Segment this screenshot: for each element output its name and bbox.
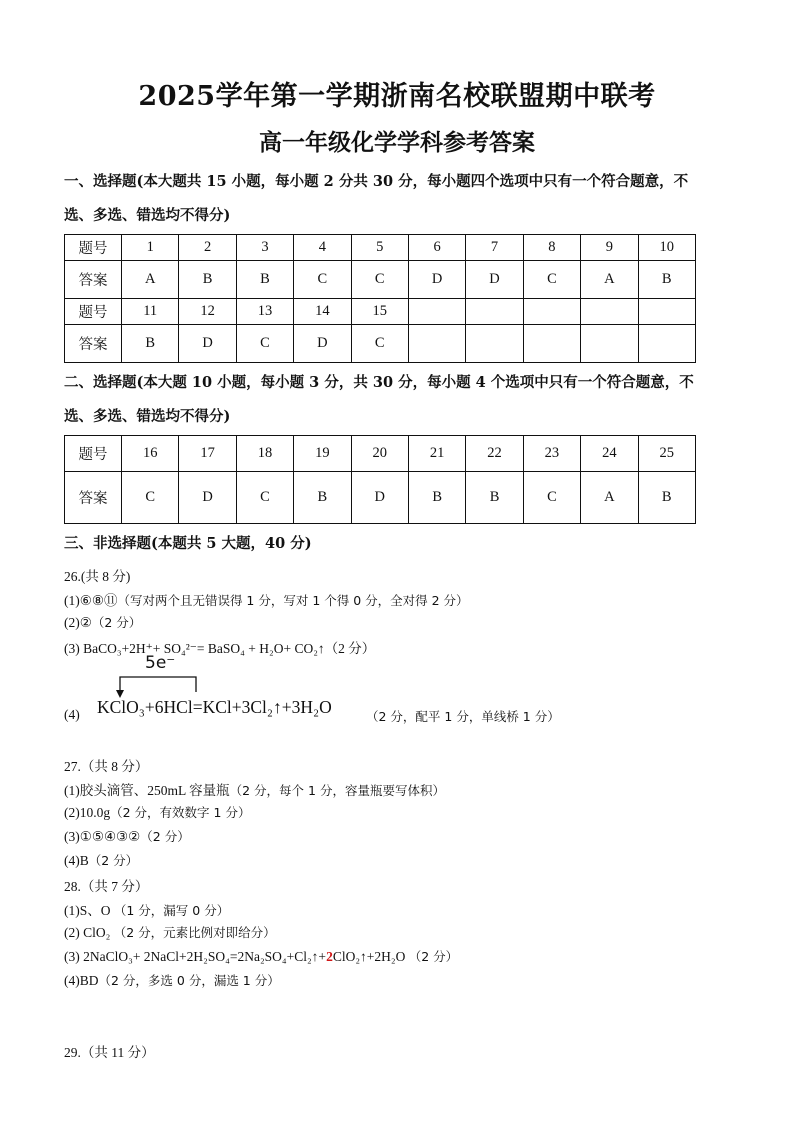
table-cell: C: [523, 472, 580, 524]
table-row-answers: [65, 261, 696, 299]
q27-part3: [64, 827, 190, 845]
q26-part4-label: (4): [64, 707, 80, 722]
q28-part1-note: （1 分，漏写 0 分）: [113, 903, 230, 918]
q28-heading: 28.（共 7 分）: [64, 879, 149, 894]
table-cell: 18: [236, 436, 293, 472]
table-cell: 8: [523, 235, 580, 261]
table-cell: 22: [466, 436, 523, 472]
section1-answer-table: [64, 234, 696, 363]
q28-part3-equation-b: ClO₂↑+2H₂O: [332, 949, 406, 964]
table-cell: B: [236, 261, 293, 299]
q28-part2-answer: (2) ClO₂: [64, 925, 111, 940]
q26-part1-note: （写对两个且无错误得 1 分，写对 1 个得 0 分，全对得 2 分）: [117, 593, 469, 608]
q26-part3: (3) BaCO₃+2H⁺+ SO₄²⁻= BaSO₄ + H₂O+ CO₂↑（2 分）: [64, 641, 376, 656]
q28-part3-equation-a: (3) 2NaClO₃+ 2NaCl+2H₂SO₄=2Na₂SO₄+Cl₂↑+: [64, 949, 327, 964]
row-label-answer: 答案: [65, 261, 122, 299]
electron-transfer-label: 5e⁻: [145, 653, 176, 673]
row-label-question: 题号: [65, 235, 122, 261]
table-row-question-numbers: [65, 299, 696, 325]
q26-heading: 26.(共 8 分): [64, 569, 131, 584]
q28-part3-red-coefficient: 2: [326, 949, 333, 964]
q28-part3-note: （2 分）: [408, 949, 459, 964]
table-cell: B: [294, 472, 351, 524]
table-cell: [466, 299, 523, 325]
q28-part1: [64, 899, 229, 919]
q28-part3: [64, 947, 458, 965]
table-cell: 11: [122, 299, 179, 325]
table-cell: 7: [466, 235, 523, 261]
table-cell: 20: [351, 436, 408, 472]
q28-part1-answer: (1)S、O: [64, 903, 111, 918]
section3-heading: 三、非选择题(本题共 5 大题，40 分): [64, 535, 312, 552]
table-cell: 5: [351, 235, 408, 261]
q27-part3-note: （2 分）: [140, 829, 190, 844]
table-cell: D: [179, 325, 236, 363]
table-cell: C: [236, 472, 293, 524]
row-label-answer: 答案: [65, 472, 122, 524]
table-cell: 19: [294, 436, 351, 472]
table-cell: B: [408, 472, 465, 524]
table-cell: 23: [523, 436, 580, 472]
q26-part2-note: （2 分）: [91, 615, 142, 630]
table-cell: 14: [294, 299, 351, 325]
table-row-answers: [65, 472, 696, 524]
table-cell: 6: [408, 235, 465, 261]
table-cell: A: [122, 261, 179, 299]
table-cell: D: [466, 261, 523, 299]
q28-part2-note: （2 分，元素比例对即给分）: [113, 925, 276, 940]
table-cell: 1: [122, 235, 179, 261]
table-cell: A: [581, 261, 638, 299]
table-cell: C: [351, 325, 408, 363]
section2-answer-table: [64, 435, 696, 524]
table-cell: [638, 325, 695, 363]
table-cell: [581, 325, 638, 363]
table-cell: [408, 299, 465, 325]
table-cell: 3: [236, 235, 293, 261]
q26-part4: [64, 697, 560, 724]
table-cell: C: [236, 325, 293, 363]
section1-heading-line1: 一、选择题(本大题共 15 小题，每小题 2 分共 30 分，每小题四个选项中只有一个符合题意，不: [64, 173, 689, 190]
q28-part4-note: （2 分，多选 0 分，漏选 1 分）: [98, 973, 280, 988]
table-cell: C: [122, 472, 179, 524]
table-cell: D: [351, 472, 408, 524]
q27-part4: [64, 851, 138, 869]
document-title: 2025学年第一学期浙南名校联盟期中联考: [138, 81, 656, 112]
table-cell: 12: [179, 299, 236, 325]
q27-part2-answer: (2)10.0g: [64, 805, 111, 820]
row-label-question: 题号: [65, 299, 122, 325]
q27-part1: [64, 779, 445, 799]
table-cell: C: [294, 261, 351, 299]
section2-heading-line1: 二、选择题(本大题 10 小题，每小题 3 分，共 30 分，每小题 4 个选项中只有一个符合题意，不: [64, 374, 694, 391]
row-label-question: 题号: [65, 436, 122, 472]
table-cell: [408, 325, 465, 363]
table-cell: [638, 299, 695, 325]
q27-part1-answer: (1)胶头滴管、250mL 容量瓶: [64, 783, 230, 798]
q29-heading: 29.（共 11 分）: [64, 1045, 155, 1060]
q26-part2-answer: (2)②: [64, 615, 92, 630]
q28-part4-answer: (4)BD: [64, 973, 99, 988]
table-cell: B: [638, 261, 695, 299]
q26-part1: [64, 589, 469, 609]
table-cell: 25: [638, 436, 695, 472]
table-cell: D: [294, 325, 351, 363]
table-cell: C: [523, 261, 580, 299]
q27-part4-note: （2 分）: [88, 853, 139, 868]
document-subtitle: 高一年级化学学科参考答案: [259, 129, 535, 156]
section2-heading-line2: 选、多选、错选均不得分): [64, 408, 231, 425]
table-cell: 17: [179, 436, 236, 472]
table-cell: [523, 299, 580, 325]
q26-part4-note: （2 分，配平 1 分，单线桥 1 分）: [366, 709, 560, 724]
table-cell: 15: [351, 299, 408, 325]
table-cell: 4: [294, 235, 351, 261]
table-cell: D: [408, 261, 465, 299]
table-cell: 24: [581, 436, 638, 472]
q26-part4-equation: KClO₃+6HCl=KCl+3Cl₂↑+3H₂O: [97, 697, 332, 717]
table-row-question-numbers: [65, 436, 696, 472]
table-cell: B: [466, 472, 523, 524]
table-cell: 16: [122, 436, 179, 472]
table-cell: 9: [581, 235, 638, 261]
table-cell: B: [122, 325, 179, 363]
table-cell: [466, 325, 523, 363]
q27-heading: 27.（共 8 分）: [64, 759, 149, 774]
table-cell: B: [638, 472, 695, 524]
table-cell: C: [351, 261, 408, 299]
q27-part2-note: （2 分，有效数字 1 分）: [110, 805, 251, 820]
q28-part2: [64, 923, 276, 941]
table-cell: 21: [408, 436, 465, 472]
section1-heading-line2: 选、多选、错选均不得分): [64, 207, 231, 224]
q27-part1-note: （2 分，每个 1 分，容量瓶要写体积）: [229, 783, 445, 798]
q27-part4-answer: (4)B: [64, 853, 89, 868]
q26-part2: [64, 613, 141, 631]
q27-part3-answer: (3)①⑤④③②: [64, 829, 141, 844]
table-cell: A: [581, 472, 638, 524]
table-cell: D: [179, 472, 236, 524]
table-row-question-numbers: [65, 235, 696, 261]
table-row-answers: [65, 325, 696, 363]
table-cell: 13: [236, 299, 293, 325]
q26-part1-answer: (1)⑥⑧⑪: [64, 593, 118, 608]
table-cell: 2: [179, 235, 236, 261]
q27-part2: [64, 803, 250, 821]
table-cell: B: [179, 261, 236, 299]
table-cell: [581, 299, 638, 325]
row-label-answer: 答案: [65, 325, 122, 363]
table-cell: [523, 325, 580, 363]
q28-part4: [64, 971, 280, 989]
table-cell: 10: [638, 235, 695, 261]
